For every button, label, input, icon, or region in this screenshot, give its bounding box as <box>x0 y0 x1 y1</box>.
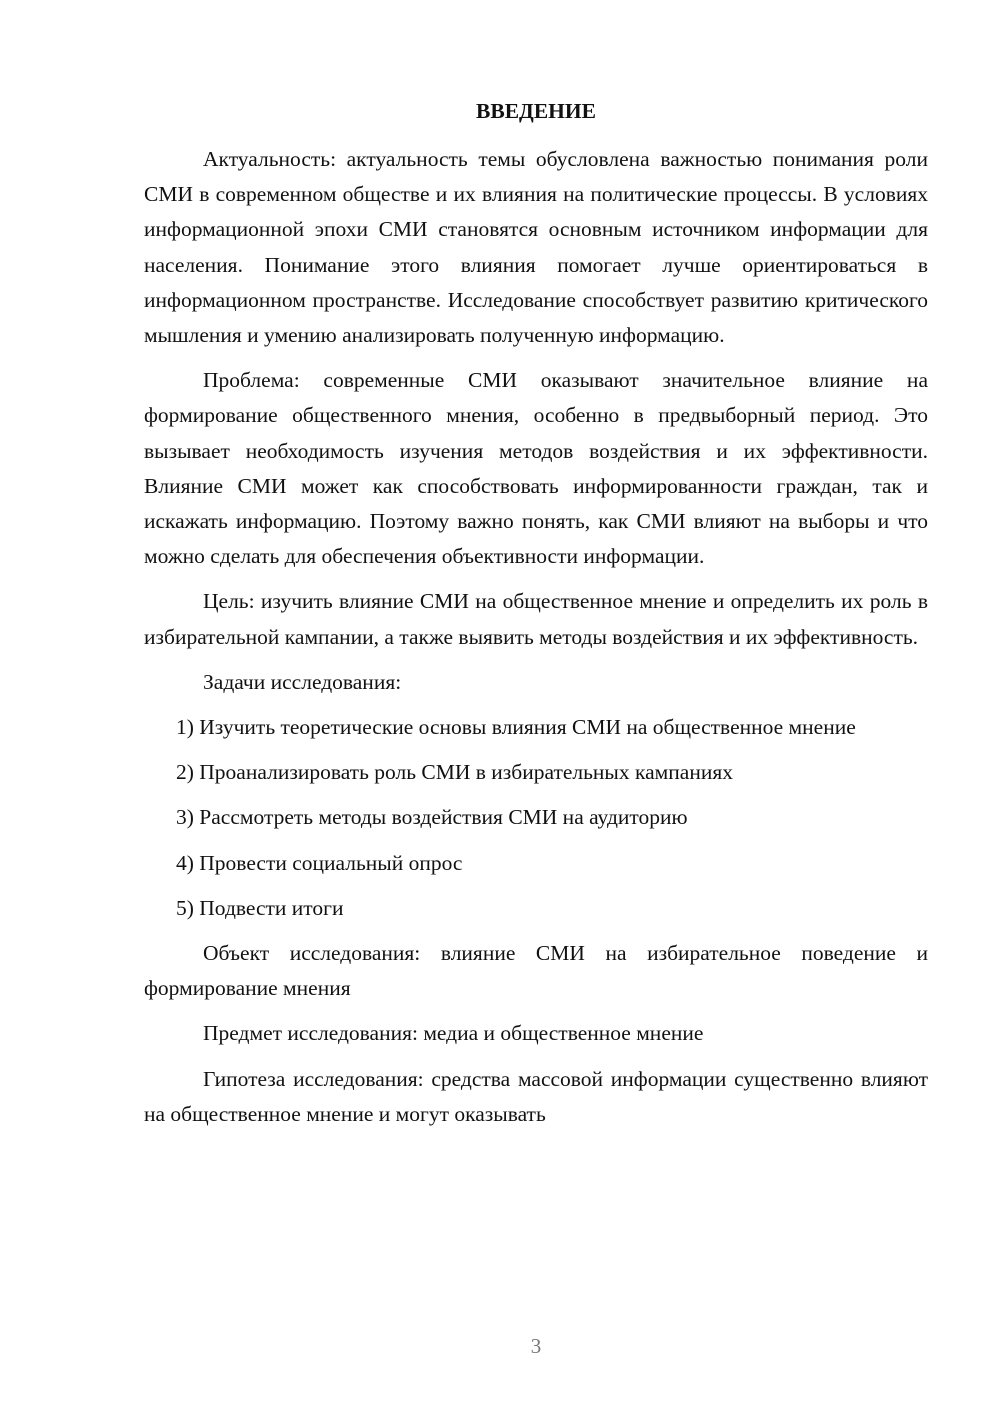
paragraph-subject: Предмет исследования: медиа и общественное мнение <box>203 1021 704 1046</box>
task-item: 2) Проанализировать роль СМИ в избирательных кампаниях <box>176 760 733 785</box>
task-item: 5) Подвести итоги <box>176 895 344 920</box>
task-item: 3) Рассмотреть методы воздействия СМИ на аудиторию <box>176 805 688 830</box>
page-number: 3 <box>530 1334 542 1358</box>
paragraph-object: Объект исследования: влияние СМИ на избирательное поведение и формирование мнения <box>144 941 928 1001</box>
paragraph-goal: Цель: изучить влияние СМИ на общественное мнение и определить их роль в избирательной кампании, а также выявить методы воздействия и их эффективность. <box>144 589 928 649</box>
task-item: 4) Провести социальный опрос <box>176 850 463 875</box>
paragraph-hypothesis: Гипотеза исследования: средства массовой информации существенно влияют на общественное мнение и могут оказывать <box>144 1066 928 1126</box>
paragraph-problem: Проблема: современные СМИ оказывают значительное влияние на формирование общественного мнения, особенно в предвыборный период. Это вызывает необходимость изучения методов воздействия и их эффективности. Влияние СМИ может как способствовать информированности граждан, так и искажать информацию. Поэтому важно понять, как СМИ влияют на выборы и что можно сделать для обеспечения объективности информации. <box>144 368 928 569</box>
body-text <box>144 142 928 1132</box>
task-item: 1) Изучить теоретические основы влияния СМИ на общественное мнение <box>176 715 856 740</box>
section-title: ВВЕДЕНИЕ <box>476 99 596 123</box>
paragraph-relevance: Актуальность: актуальность темы обусловлена важностью понимания роли СМИ в современном обществе и их влияния на политические процессы. В условиях информационной эпохи СМИ становятся основным источником информации для населения. Понимание этого влияния помогает лучше ориентироваться в информационном пространстве. Исследование способствует развитию критического мышления и умению анализировать полученную информацию. <box>144 147 928 348</box>
tasks-heading: Задачи исследования: <box>203 669 402 694</box>
